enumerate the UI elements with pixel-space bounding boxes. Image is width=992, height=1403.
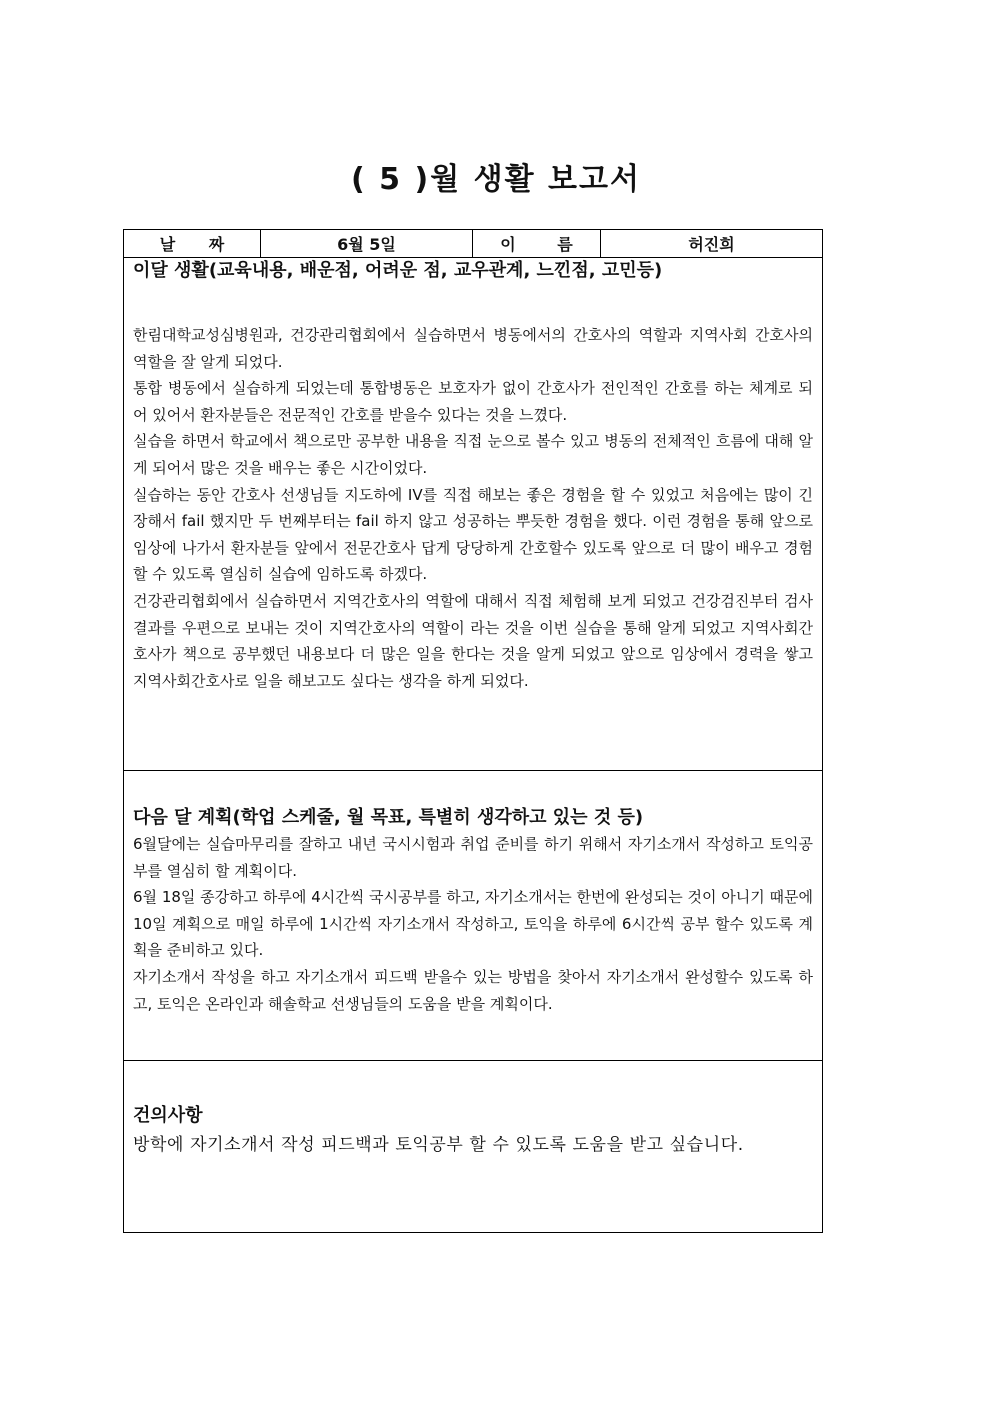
date-label: 날 짜 (124, 230, 261, 257)
monthly-paragraph: 실습을 하면서 학교에서 책으로만 공부한 내용을 직접 눈으로 볼수 있고 병동의 전체적인 흐름에 대해 알게 되어서 많은 것을 배우는 좋은 시간이었다. (133, 432, 813, 477)
next-month-plan-body (133, 831, 813, 1017)
plan-paragraph: 6월달에는 실습마무리를 잘하고 내년 국시시험과 취업 준비를 하기 위해서 자기소개서 작성하고 토익공부를 열심히 할 계획이다. (133, 835, 813, 880)
suggestions-text: 방학에 자기소개서 작성 피드백과 토익공부 할 수 있도록 도움을 받고 싶습니다. (133, 1135, 744, 1155)
name-label: 이 름 (473, 230, 601, 257)
monthly-life-section (124, 258, 822, 771)
monthly-paragraph: 한림대학교성심병원과, 건강관리협회에서 실습하면서 병동에서의 간호사의 역할과 지역사회 간호사의 역할을 잘 알게 되었다. (133, 326, 814, 371)
suggestions-section (124, 1061, 822, 1232)
monthly-paragraph: 통합 병동에서 실습하게 되었는데 통합병동은 보호자가 없이 간호사가 전인적인 간호를 하는 체계로 되어 있어서 환자분들은 전문적인 간호를 받을수 있다는 것을 느꼈다. (133, 379, 813, 424)
date-value: 6월 5일 (261, 230, 473, 257)
suggestions-heading: 건의사항 (133, 1105, 203, 1126)
header-row (124, 230, 822, 258)
monthly-paragraph: 건강관리협회에서 실습하면서 지역간호사의 역할에 대해서 직접 체험해 보게 되었고 건강검진부터 검사결과를 우편으로 보내는 것이 지역간호사의 역할이 라는 것을 이번 실습을 통해 알게 되었고 지역사회간호사가 책으로 공부했던 내용보다 더 많은 일을 한다는 것을 알게 되었고 앞으로 임상에서 경력을 쌓고 지역사회간호사로 일을 해보고도 싶다는 생각을 하게 되었다. (133, 591, 813, 690)
page-title: ( 5 )월 생활 보고서 (351, 162, 641, 197)
monthly-life-heading: 이달 생활(교육내용, 배운점, 어려운 점, 교우관계, 느낀점, 고민등) (133, 260, 663, 281)
next-month-plan-heading: 다음 달 계획(학업 스케줄, 월 목표, 특별히 생각하고 있는 것 등) (133, 807, 644, 828)
plan-paragraph: 자기소개서 작성을 하고 자기소개서 피드백 받을수 있는 방법을 찾아서 자기소개서 완성할수 있도록 하고, 토익은 온라인과 해솔학교 선생님들의 도움을 받을 계획이다. (133, 967, 813, 1013)
next-month-plan-section (124, 771, 822, 1061)
plan-paragraph: 6월 18일 종강하고 하루에 4시간씩 국시공부를 하고, 자기소개서는 한번에 완성되는 것이 아니기 때문에 10일 계획으로 매일 하루에 1시간씩 자기소개서 작성하고, 토익을 하루에 6시간씩 공부 할수 있도록 계획을 준비하고 있다. (133, 888, 813, 960)
monthly-paragraph: 실습하는 동안 간호사 선생님들 지도하에 IV를 직접 해보는 좋은 경험을 할 수 있었고 처음에는 많이 긴장해서 fail 했지만 두 번째부터는 fail 하지 않고 성공하는 뿌듯한 경험을 했다. 이런 경험을 통해 앞으로 임상에 나가서 환자분들 앞에서 전문간호사 답게 당당하게 간호할수 있도록 앞으로 더 많이 배우고 경험할 수 있도록 열심히 실습에 임하도록 하겠다. (133, 485, 813, 584)
name-value: 허진희 (688, 235, 735, 254)
monthly-life-body (133, 322, 813, 694)
report-form (123, 229, 823, 1233)
